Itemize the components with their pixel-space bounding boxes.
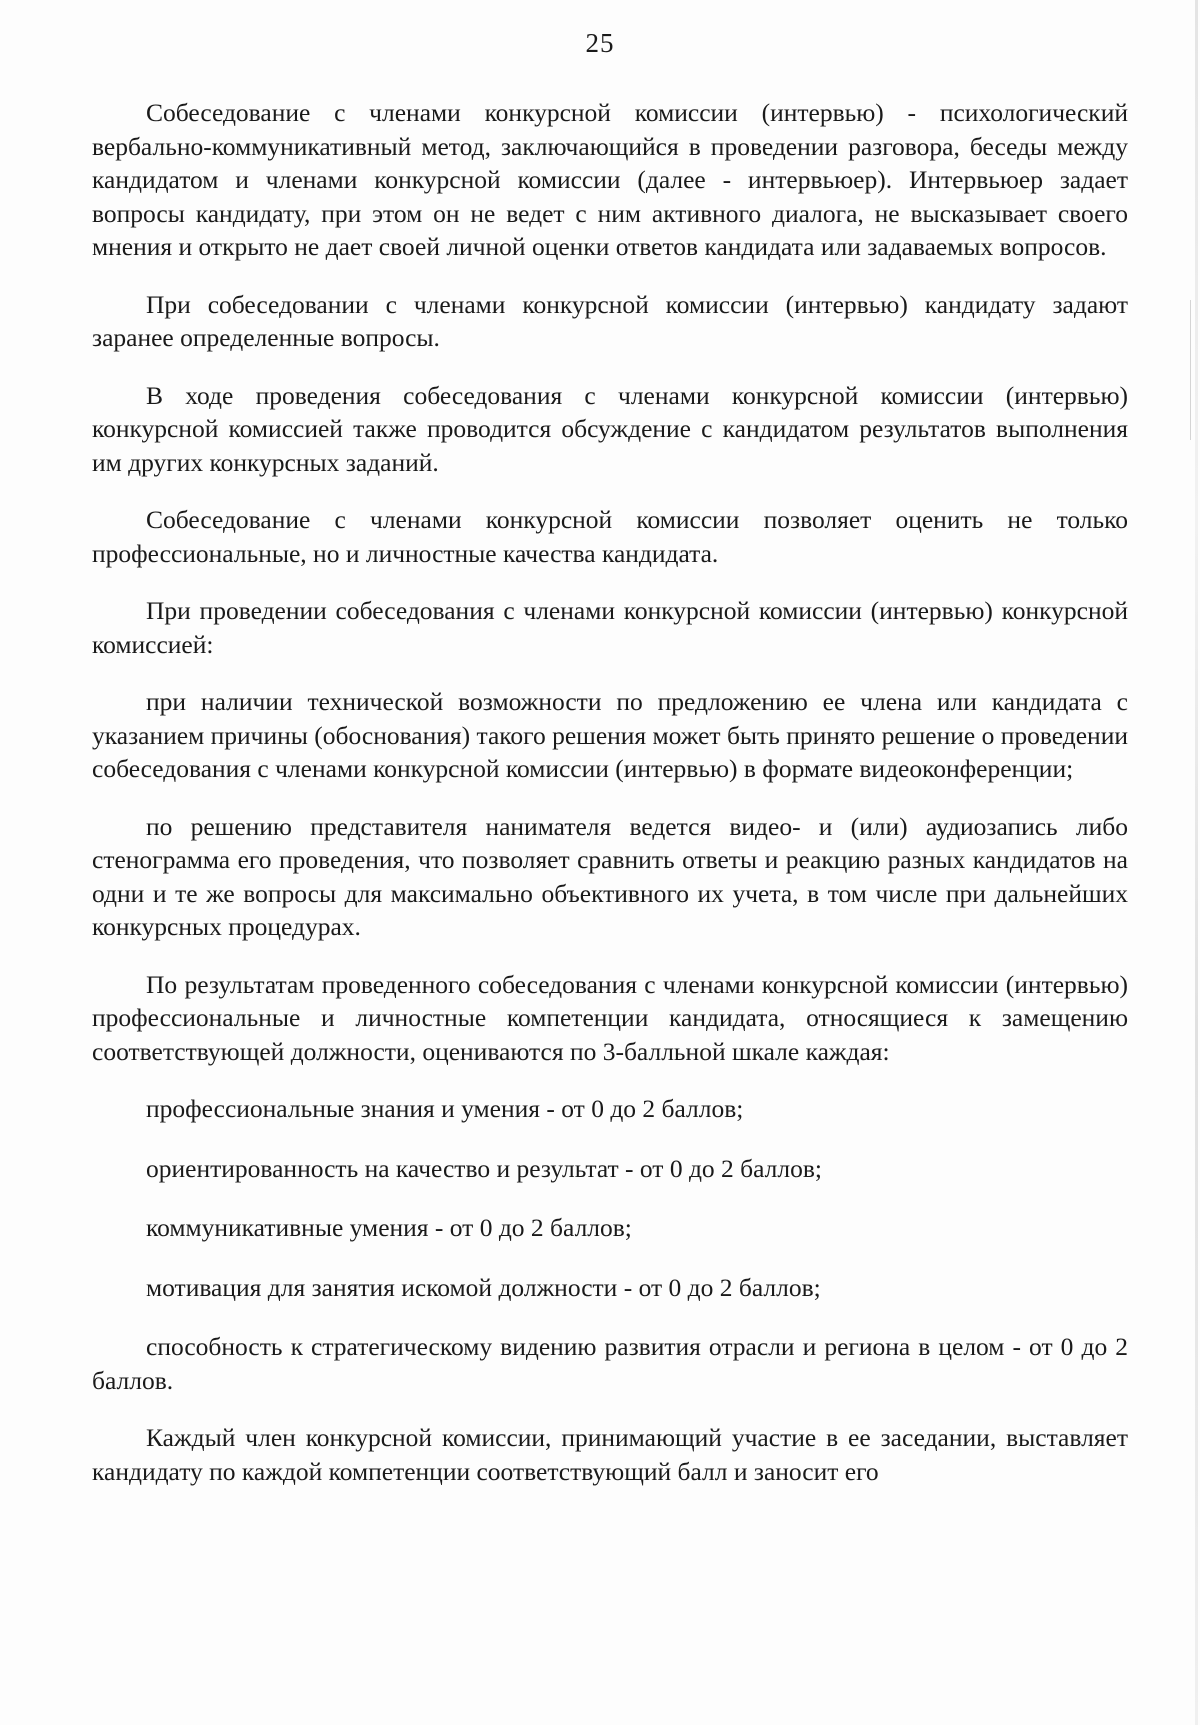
- paragraph-discussion-of-results: В ходе проведения собеседования с членами конкурсной комиссии (интервью) конкурсной комиссией также проводится обсуждение с кандидатом результатов выполнения им других конкурсных заданий.: [92, 380, 1128, 477]
- paragraph-videoconference: при наличии технической возможности по предложению ее члена или кандидата с указанием причины (обоснования) такого решения может быть принято решение о проведении собеседования с членами конкурсной комиссии (интервью) в формате видеоконференции;: [92, 687, 1128, 783]
- list-item-strategic-vision: способность к стратегическому видению развития отрасли и региона в целом - от 0 до 2 баллов.: [92, 1332, 1128, 1395]
- paragraph-member-scoring: Каждый член конкурсной комиссии, принимающий участие в ее заседании, выставляет кандидату по каждой компетенции соответствующий балл и заносит его: [92, 1423, 1128, 1486]
- paragraph-recording: по решению представителя нанимателя ведется видео- и (или) аудиозапись либо стенограмма его проведения, что позволяет сравнить ответы и реакцию разных кандидатов на одни и те же вопросы для максимально объективного их учета, в том числе при дальнейших конкурсных процедурах.: [92, 811, 1128, 941]
- page-number: 25: [585, 28, 615, 58]
- list-item-motivation: мотивация для занятия искомой должности - от 0 до 2 баллов;: [146, 1272, 821, 1302]
- list-item-professional-knowledge: профессиональные знания и умения - от 0 до 2 баллов;: [146, 1094, 744, 1123]
- paragraph-evaluation-scope: Собеседование с членами конкурсной комиссии позволяет оценить не только профессиональные, но и личностные качества кандидата.: [92, 505, 1128, 568]
- document-body: [92, 96, 1128, 1512]
- paragraph-scoring-scale: По результатам проведенного собеседования с членами конкурсной комиссии (интервью) профессиональные и личностные компетенции кандидата, относящиеся к замещению соответствующей должности, оцениваются по 3-балльной шкале каждая:: [92, 969, 1128, 1066]
- paragraph-commission-actions-intro: При проведении собеседования с членами конкурсной комиссии (интервью) конкурсной комиссией:: [92, 596, 1128, 659]
- scan-edge-shadow: [1195, 0, 1198, 1725]
- scan-edge-mark: [1190, 300, 1191, 440]
- paragraph-interview-definition: Собеседование с членами конкурсной комиссии (интервью) - психологический вербально-коммуникативный метод, заключающийся в проведении разговора, беседы между кандидатом и членами конкурсной комиссии (далее - интервьюер). Интервьюер задает вопросы кандидату, при этом он не ведет с ним активного диалога, не высказывает своего мнения и открыто не дает своей личной оценки ответов кандидата или задаваемых вопросов.: [92, 98, 1128, 261]
- list-item-quality-orientation: ориентированность на качество и результат - от 0 до 2 баллов;: [146, 1153, 823, 1183]
- list-item-communication-skills: коммуникативные умения - от 0 до 2 баллов;: [146, 1213, 632, 1242]
- paragraph-predefined-questions: При собеседовании с членами конкурсной комиссии (интервью) кандидату задают заранее определенные вопросы.: [92, 289, 1128, 352]
